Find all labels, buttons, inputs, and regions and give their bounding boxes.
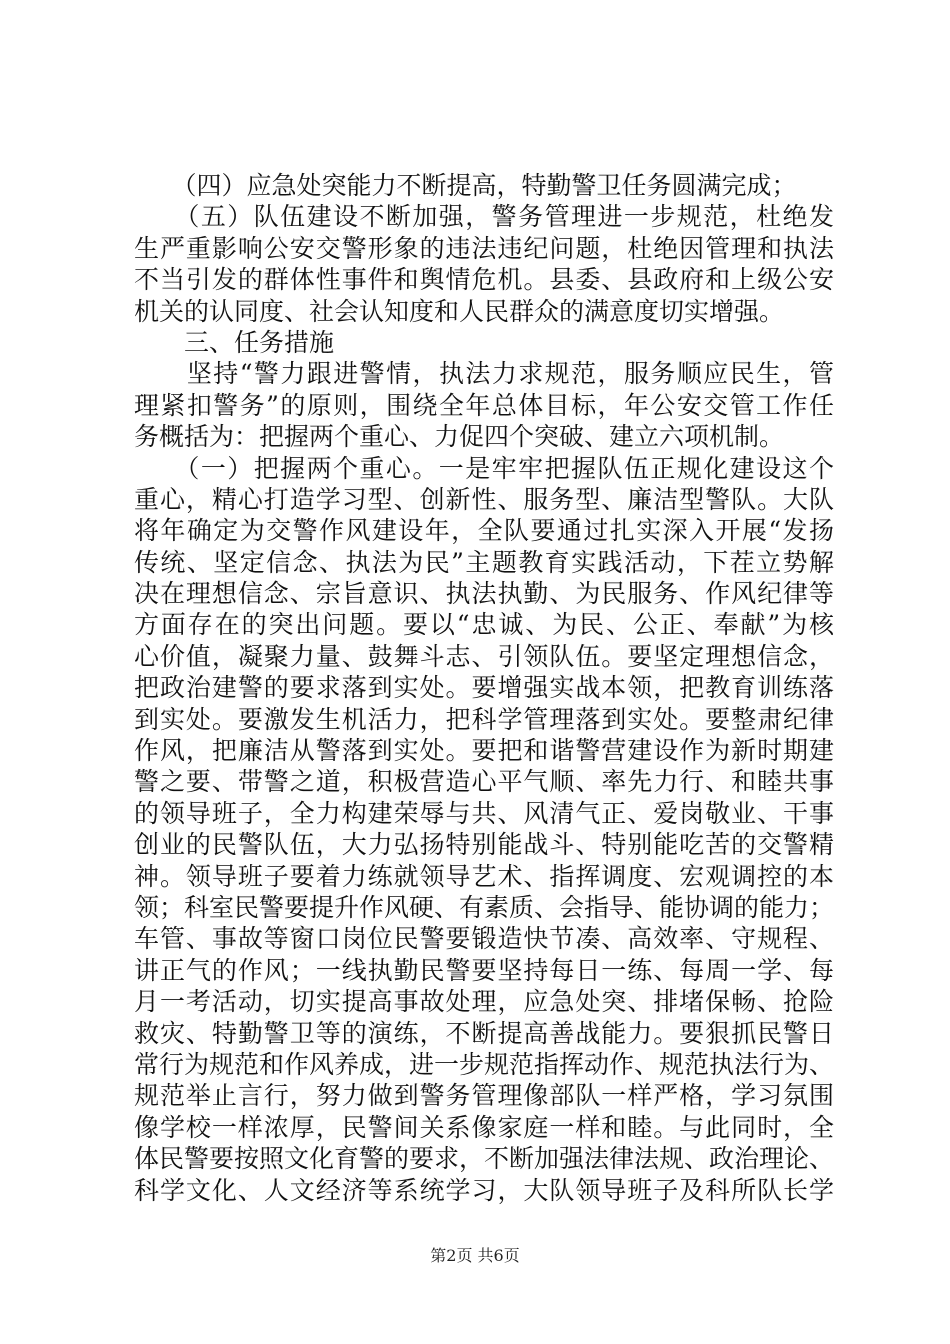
paragraph-line-18: 到实处。要激发生机活力，把科学管理落到实处。要整肃纪律 [134,704,834,734]
paragraph-line-4: 不当引发的群体性事件和舆情危机。县委、县政府和上级公安 [134,265,834,295]
paragraph-line-31: 像学校一样浓厚，民警间关系像家庭一样和睦。与此同时，全 [134,1112,834,1142]
paragraph-line-11: 重心，精心打造学习型、创新性、服务型、廉洁型警队。大队 [134,484,834,514]
paragraph-line-33: 科学文化、人文经济等系统学习，大队领导班子及科所队长学 [134,1175,834,1205]
paragraph-line-8: 理紧扣警务”的原则，围绕全年总体目标，年公安交管工作任 [134,390,834,420]
paragraph-line-14: 决在理想信念、宗旨意识、执法执勤、为民服务、作风纪律等 [134,579,834,609]
paragraph-line-2: （五）队伍建设不断加强，警务管理进一步规范，杜绝发 [134,202,834,232]
paragraph-line-10: （一）把握两个重心。一是牢牢把握队伍正规化建设这个 [134,453,834,483]
paragraph-line-25: 车管、事故等窗口岗位民警要锻造快节凑、高效率、守规程、 [134,924,834,954]
paragraph-line-30: 规范举止言行，努力做到警务管理像部队一样严格，学习氛围 [134,1081,834,1111]
paragraph-line-7: 坚持“警力跟进警情，执法力求规范，服务顺应民生，管 [134,359,834,389]
paragraph-line-26: 讲正气的作风；一线执勤民警要坚持每日一练、每周一学、每 [134,955,834,985]
paragraph-line-32: 体民警要按照文化育警的要求，不断加强法律法规、政治理论、 [134,1144,835,1174]
section-heading: 三、任务措施 [134,327,335,357]
paragraph-line-15: 方面存在的突出问题。要以“忠诚、为民、公正、奉献”为核 [134,610,834,640]
paragraph-line-24: 领；科室民警要提升作风硬、有素质、会指导、能协调的能力； [134,892,835,922]
paragraph-line-29: 常行为规范和作风养成，进一步规范指挥动作、规范执法行为、 [134,1049,835,1079]
body-text [134,170,834,1206]
paragraph-line-19: 作风，把廉洁从警落到实处。要把和谐警营建设作为新时期建 [134,736,834,766]
paragraph-line-3: 生严重影响公安交警形象的违法违纪问题，杜绝因管理和执法 [134,233,834,263]
paragraph-line-16: 心价值，凝聚力量、鼓舞斗志、引领队伍。要坚定理想信念， [134,641,834,671]
paragraph-line-22: 创业的民警队伍，大力弘扬特别能战斗、特别能吃苦的交警精 [134,830,834,860]
paragraph-line-27: 月一考活动，切实提高事故处理，应急处突、排堵保畅、抢险 [134,987,834,1017]
paragraph-line-1: （四）应急处突能力不断提高，特勤警卫任务圆满完成； [134,171,797,200]
paragraph-line-5: 机关的认同度、社会认知度和人民群众的满意度切实增强。 [134,296,785,326]
paragraph-line-20: 警之要、带警之道，积极营造心平气顺、率先力行、和睦共事 [134,767,834,797]
paragraph-line-13: 传统、坚定信念、执法为民”主题教育实践活动，下茬立势解 [134,547,834,577]
page-number: 第2页 共6页 [430,1246,520,1265]
paragraph-line-28: 救灾、特勤警卫等的演练，不断提高善战能力。要狠抓民警日 [134,1018,834,1048]
paragraph-line-12: 将年确定为交警作风建设年，全队要通过扎实深入开展“发扬 [134,516,834,546]
paragraph-line-23: 神。领导班子要着力练就领导艺术、指挥调度、宏观调控的本 [134,861,834,891]
paragraph-line-9: 务概括为：把握两个重心、力促四个突破、建立六项机制。 [134,422,785,452]
paragraph-line-17: 把政治建警的要求落到实处。要增强实战本领，把教育训练落 [134,673,834,703]
paragraph-line-21: 的领导班子，全力构建荣辱与共、风清气正、爱岗敬业、干事 [134,798,834,828]
